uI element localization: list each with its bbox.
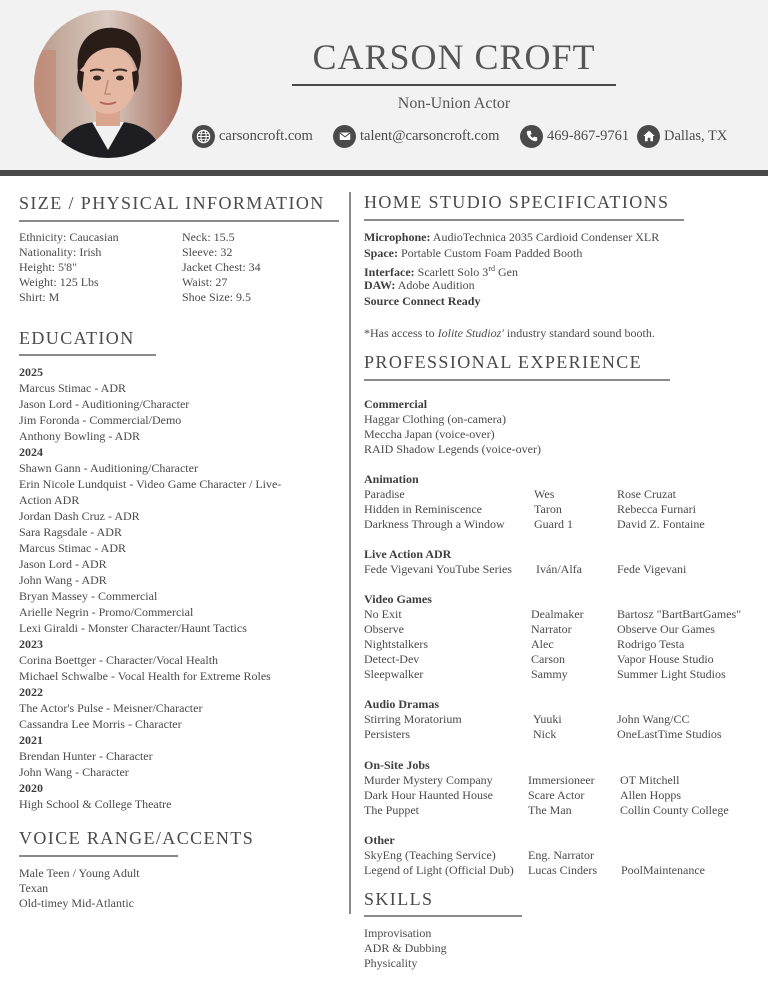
experience-director: OT Mitchell (620, 773, 680, 787)
education-item: The Actor's Pulse - Meisner/Character (19, 701, 203, 715)
spec-label: DAW: (364, 278, 396, 292)
phone-icon (520, 125, 543, 148)
education-item: Corina Boettger - Character/Vocal Health (19, 653, 219, 667)
experience-project-title: Sleepwalker (364, 667, 424, 681)
physical-section-rule (19, 220, 339, 222)
education-item: Cassandra Lee Morris - Character (19, 717, 182, 731)
experience-project-title: Detect-Dev (364, 652, 420, 666)
physical-item: Height: 5'8" (19, 260, 78, 274)
experience-director: OneLastTime Studios (617, 727, 722, 741)
education-item: Jim Foronda - Commercial/Demo (19, 413, 182, 427)
experience-project-title: Observe (364, 622, 404, 636)
experience-audio-dramas-directors (617, 712, 722, 742)
studio-note-name: Iolite Studioz' (437, 326, 504, 340)
experience-project-title: Stirring Moratorium (364, 712, 462, 726)
contact-phone[interactable] (520, 123, 629, 149)
education-item: Erin Nicole Lundquist - Video Game Character / Live- (19, 477, 282, 491)
education-item: John Wang - Character (19, 765, 129, 779)
education-item: Brendan Hunter - Character (19, 749, 153, 763)
physical-item: Weight: 125 Lbs (19, 275, 99, 289)
spec-value: Scarlett Solo 3 (417, 265, 489, 279)
education-item: Arielle Negrin - Promo/Commercial (19, 605, 194, 619)
experience-animation-titles (364, 472, 505, 532)
voice-section-title: VOICE RANGE/ACCENTS (19, 828, 255, 848)
spec-value: Portable Custom Foam Padded Booth (401, 246, 583, 260)
voice-item: Texan (19, 881, 49, 895)
experience-role: Carson (531, 652, 565, 666)
experience-other-titles (364, 833, 514, 878)
contact-phone-text: 469-867-9761 (547, 127, 630, 144)
spec-superscript: rd (488, 264, 495, 273)
spec-value: AudioTechnica 2035 Cardioid Condenser XLR (432, 230, 660, 244)
experience-role: The Man (528, 803, 572, 817)
home-icon (637, 125, 660, 148)
experience-category-heading: Live Action ADR (364, 547, 452, 561)
avatar (34, 10, 182, 158)
education-year: 2024 (19, 445, 43, 459)
experience-category-heading: On-Site Jobs (364, 758, 430, 772)
physical-item: Jacket Chest: 34 (182, 260, 261, 274)
experience-live-action-titles (364, 547, 512, 577)
experience-director (621, 848, 705, 863)
name-underline (292, 84, 616, 86)
education-year: 2025 (19, 365, 43, 379)
voice-item: Male Teen / Young Adult (19, 866, 140, 880)
experience-onsite-directors (620, 773, 729, 818)
experience-role: Dealmaker (531, 607, 584, 621)
experience-project-title: Dark Hour Haunted House (364, 788, 493, 802)
experience-item: Meccha Japan (voice-over) (364, 427, 495, 441)
contact-website[interactable] (192, 123, 313, 149)
experience-other-directors (621, 848, 705, 878)
studio-note-suffix: industry standard sound booth. (506, 326, 655, 340)
education-item: Shawn Gann - Auditioning/Character (19, 461, 198, 475)
voice-section-rule (19, 855, 178, 857)
experience-video-games-directors (617, 607, 741, 682)
experience-project-title: Fede Vigevani YouTube Series (364, 562, 512, 576)
experience-project-title: Murder Mystery Company (364, 773, 493, 787)
physical-list-left (19, 230, 119, 305)
experience-project-title: Paradise (364, 487, 405, 501)
education-item: Jordan Dash Cruz - ADR (19, 509, 140, 523)
experience-animation-roles (534, 487, 573, 532)
physical-item: Sleeve: 32 (182, 245, 233, 259)
experience-category-heading: Other (364, 833, 395, 847)
candidate-name: CARSON CROFT (312, 37, 596, 77)
education-item: Bryan Massey - Commercial (19, 589, 158, 603)
experience-role: Iván/Alfa (536, 562, 582, 576)
physical-item: Shirt: M (19, 290, 60, 304)
education-item: Marcus Stimac - ADR (19, 381, 126, 395)
voice-item: Old-timey Mid-Atlantic (19, 896, 134, 910)
experience-project-title: SkyEng (Teaching Service) (364, 848, 496, 862)
spec-label: Interface: (364, 265, 415, 279)
physical-item: Nationality: Irish (19, 245, 102, 259)
experience-onsite-roles (528, 773, 595, 818)
experience-director: Bartosz "BartBartGames" (617, 607, 742, 621)
experience-role: Taron (534, 502, 562, 516)
experience-item: RAID Shadow Legends (voice-over) (364, 442, 541, 456)
spec-value-suffix: Gen (497, 265, 518, 279)
physical-section-title: SIZE / PHYSICAL INFORMATION (19, 193, 325, 213)
education-year: 2022 (19, 685, 43, 699)
experience-role: Immersioneer (528, 773, 595, 787)
candidate-role: Non-Union Actor (397, 95, 511, 112)
education-item: Marcus Stimac - ADR (19, 541, 126, 555)
experience-director: Fede Vigevani (617, 562, 687, 576)
experience-audio-dramas-titles (364, 697, 462, 742)
experience-director: PoolMaintenance (621, 863, 705, 877)
experience-audio-dramas-roles (533, 712, 562, 742)
contact-location (637, 123, 727, 149)
experience-live-action-directors (617, 562, 686, 577)
experience-section-title: PROFESSIONAL EXPERIENCE (364, 352, 643, 372)
physical-list-right (182, 230, 261, 305)
experience-commercial-titles (364, 397, 541, 457)
experience-director: John Wang/CC (617, 712, 690, 726)
experience-onsite-titles (364, 758, 493, 818)
experience-role: Narrator (531, 622, 572, 636)
experience-role: Sammy (531, 667, 568, 681)
experience-project-title: Legend of Light (Official Dub) (364, 863, 514, 877)
experience-category-heading: Video Games (364, 592, 432, 606)
experience-project-title: Darkness Through a Window (364, 517, 505, 531)
experience-video-games-roles (531, 607, 584, 682)
experience-director: Collin County College (620, 803, 729, 817)
skills-section-rule (364, 915, 522, 917)
studio-note-prefix: *Has access to (364, 326, 435, 340)
physical-item: Shoe Size: 9.5 (182, 290, 251, 304)
experience-live-action-roles (536, 562, 582, 577)
education-year: 2020 (19, 781, 43, 795)
experience-video-games-titles (364, 592, 432, 682)
education-year: 2021 (19, 733, 43, 747)
experience-role: Scare Actor (528, 788, 585, 802)
experience-role: Alec (531, 637, 554, 651)
experience-project-title: Nightstalkers (364, 637, 428, 651)
experience-director: Observe Our Games (617, 622, 715, 636)
skill-item: Physicality (364, 956, 418, 970)
studio-note (364, 325, 655, 341)
experience-role: Nick (533, 727, 557, 741)
skills-section-title: SKILLS (364, 889, 434, 909)
experience-director: Rebecca Furnari (617, 502, 696, 516)
experience-role: Guard 1 (534, 517, 573, 531)
envelope-icon (333, 125, 356, 148)
education-item: John Wang - ADR (19, 573, 107, 587)
experience-director: Allen Hopps (620, 788, 681, 802)
spec-label: Microphone: (364, 230, 431, 244)
education-item: Jason Lord - ADR (19, 557, 107, 571)
contact-website-text: carsoncroft.com (219, 127, 313, 144)
experience-role: Lucas Cinders (528, 863, 597, 877)
education-section-rule (19, 354, 156, 356)
experience-director: Summer Light Studios (617, 667, 726, 681)
physical-item: Waist: 27 (182, 275, 228, 289)
experience-item: Haggar Clothing (on-camera) (364, 412, 506, 426)
education-item: Jason Lord - Auditioning/Character (19, 397, 190, 411)
education-item: Action ADR (19, 493, 80, 507)
experience-category-heading: Commercial (364, 397, 428, 411)
experience-role: Wes (534, 487, 555, 501)
experience-director: Rodrigo Testa (617, 637, 685, 651)
spec-label: Space: (364, 246, 398, 260)
experience-role: Eng. Narrator (528, 848, 594, 862)
education-item: Michael Schwalbe - Vocal Health for Extreme Roles (19, 669, 271, 683)
education-list (19, 364, 281, 812)
experience-project-title: Hidden in Reminiscence (364, 502, 482, 516)
column-divider (349, 192, 351, 914)
source-connect-line: Source Connect Ready (364, 294, 481, 308)
education-item: High School & College Theatre (19, 797, 172, 811)
experience-project-title: The Puppet (364, 803, 419, 817)
studio-section-title: HOME STUDIO SPECIFICATIONS (364, 192, 670, 212)
experience-project-title: No Exit (364, 607, 402, 621)
experience-other-roles (528, 848, 597, 878)
experience-section-rule (364, 379, 670, 381)
header-divider-bar (0, 170, 768, 176)
physical-item: Neck: 15.5 (182, 230, 235, 244)
experience-project-title: Persisters (364, 727, 410, 741)
skill-item: ADR & Dubbing (364, 941, 447, 955)
education-section-title: EDUCATION (19, 328, 135, 348)
experience-category-heading: Audio Dramas (364, 697, 440, 711)
studio-section-rule (364, 219, 684, 221)
voice-list (19, 866, 140, 911)
experience-director: Vapor House Studio (617, 652, 714, 666)
experience-role: Yuuki (533, 712, 562, 726)
experience-director: David Z. Fontaine (617, 517, 705, 531)
experience-animation-directors (617, 487, 705, 532)
contact-location-text: Dallas, TX (664, 127, 728, 144)
spec-value: Adobe Audition (397, 278, 475, 292)
education-item: Lexi Giraldi - Monster Character/Haunt Tactics (19, 621, 247, 635)
education-year: 2023 (19, 637, 43, 651)
skill-item: Improvisation (364, 926, 432, 940)
contact-email-text: talent@carsoncroft.com (360, 127, 500, 144)
education-item: Anthony Bowling - ADR (19, 429, 141, 443)
studio-specs (364, 229, 659, 309)
experience-category-heading: Animation (364, 472, 419, 486)
physical-item: Ethnicity: Caucasian (19, 230, 119, 244)
contact-email[interactable] (333, 123, 499, 149)
skills-list (364, 926, 447, 971)
globe-icon (192, 125, 215, 148)
education-item: Sara Ragsdale - ADR (19, 525, 122, 539)
experience-director: Rose Cruzat (617, 487, 676, 501)
